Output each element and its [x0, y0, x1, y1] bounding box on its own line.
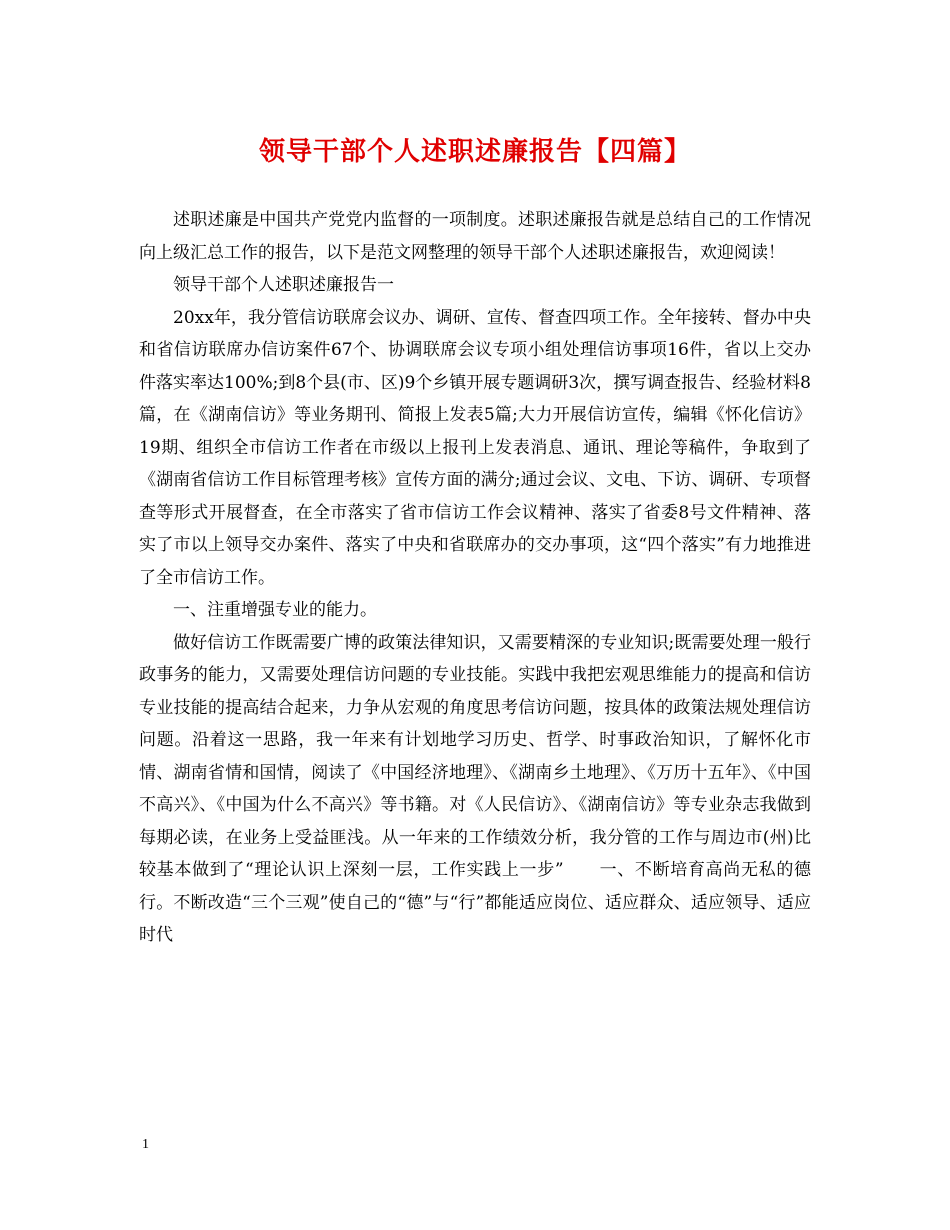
- intro-paragraph: 述职述廉是中国共产党党内监督的一项制度。述职述廉报告就是总结自己的工作情况向上级汇总工作的报告，以下是范文网整理的领导干部个人述职述廉报告，欢迎阅读！: [139, 210, 811, 263]
- page-number: 1: [142, 1137, 149, 1152]
- document-title: 领导干部个人述职述廉报告【四篇】: [258, 137, 691, 167]
- document-body: [139, 204, 811, 952]
- section-heading-report-one: 领导干部个人述职述廉报告一: [173, 275, 394, 295]
- ability-paragraph: 做好信访工作既需要广博的政策法律知识，又需要精深的专业知识;既需要处理一般行政事务的能力，又需要处理信访问题的专业技能。实践中我把宏观思维能力的提高和信访专业技能的提高结合起来，力争从宏观的角度思考信访问题，按具体的政策法规处理信访问题。沿着这一思路，我一年来有计划地学习历史、哲学、时事政治知识，了解怀化市情、湖南省情和国情，阅读了《中国经济地理》、《湖南乡土地理》、《万历十五年》、《中国不高兴》、《中国为什么不高兴》等书籍。对《人民信访》、《湖南信访》等专业杂志我做到每期必读，在业务上受益匪浅。从一年来的工作绩效分析，我分管的工作与周边市(州)比较基本做到了“理论认识上深刻一层，工作实践上一步” 一、不断培育高尚无私的德行。不断改造“三个三观”使自己的“德”与“行”都能适应岗位、适应群众、适应领导、适应时代: [139, 632, 811, 945]
- work-summary-paragraph: 20xx年，我分管信访联席会议办、调研、宣传、督查四项工作。全年接转、督办中央和省信访联席办信访案件67个、协调联席会议专项小组处理信访事项16件，省以上交办件落实率达100%;到8个县(市、区)9个乡镇开展专题调研3次，撰写调查报告、经验材料8篇，在《湖南信访》等业务期刊、简报上发表5篇;大力开展信访宣传，编辑《怀化信访》19期、组织全市信访工作者在市级以上报刊上发表消息、通讯、理论等稿件，争取到了《湖南省信访工作目标管理考核》宣传方面的满分;通过会议、文电、下访、调研、专项督查等形式开展督查，在全市落实了省市信访工作会议精神、落实了省委8号文件精神、落实了市以上领导交办案件、落实了中央和省联席办的交办事项，这“四个落实”有力地推进了全市信访工作。: [139, 307, 811, 588]
- section-heading-ability: 一、注重增强专业的能力。: [173, 600, 377, 620]
